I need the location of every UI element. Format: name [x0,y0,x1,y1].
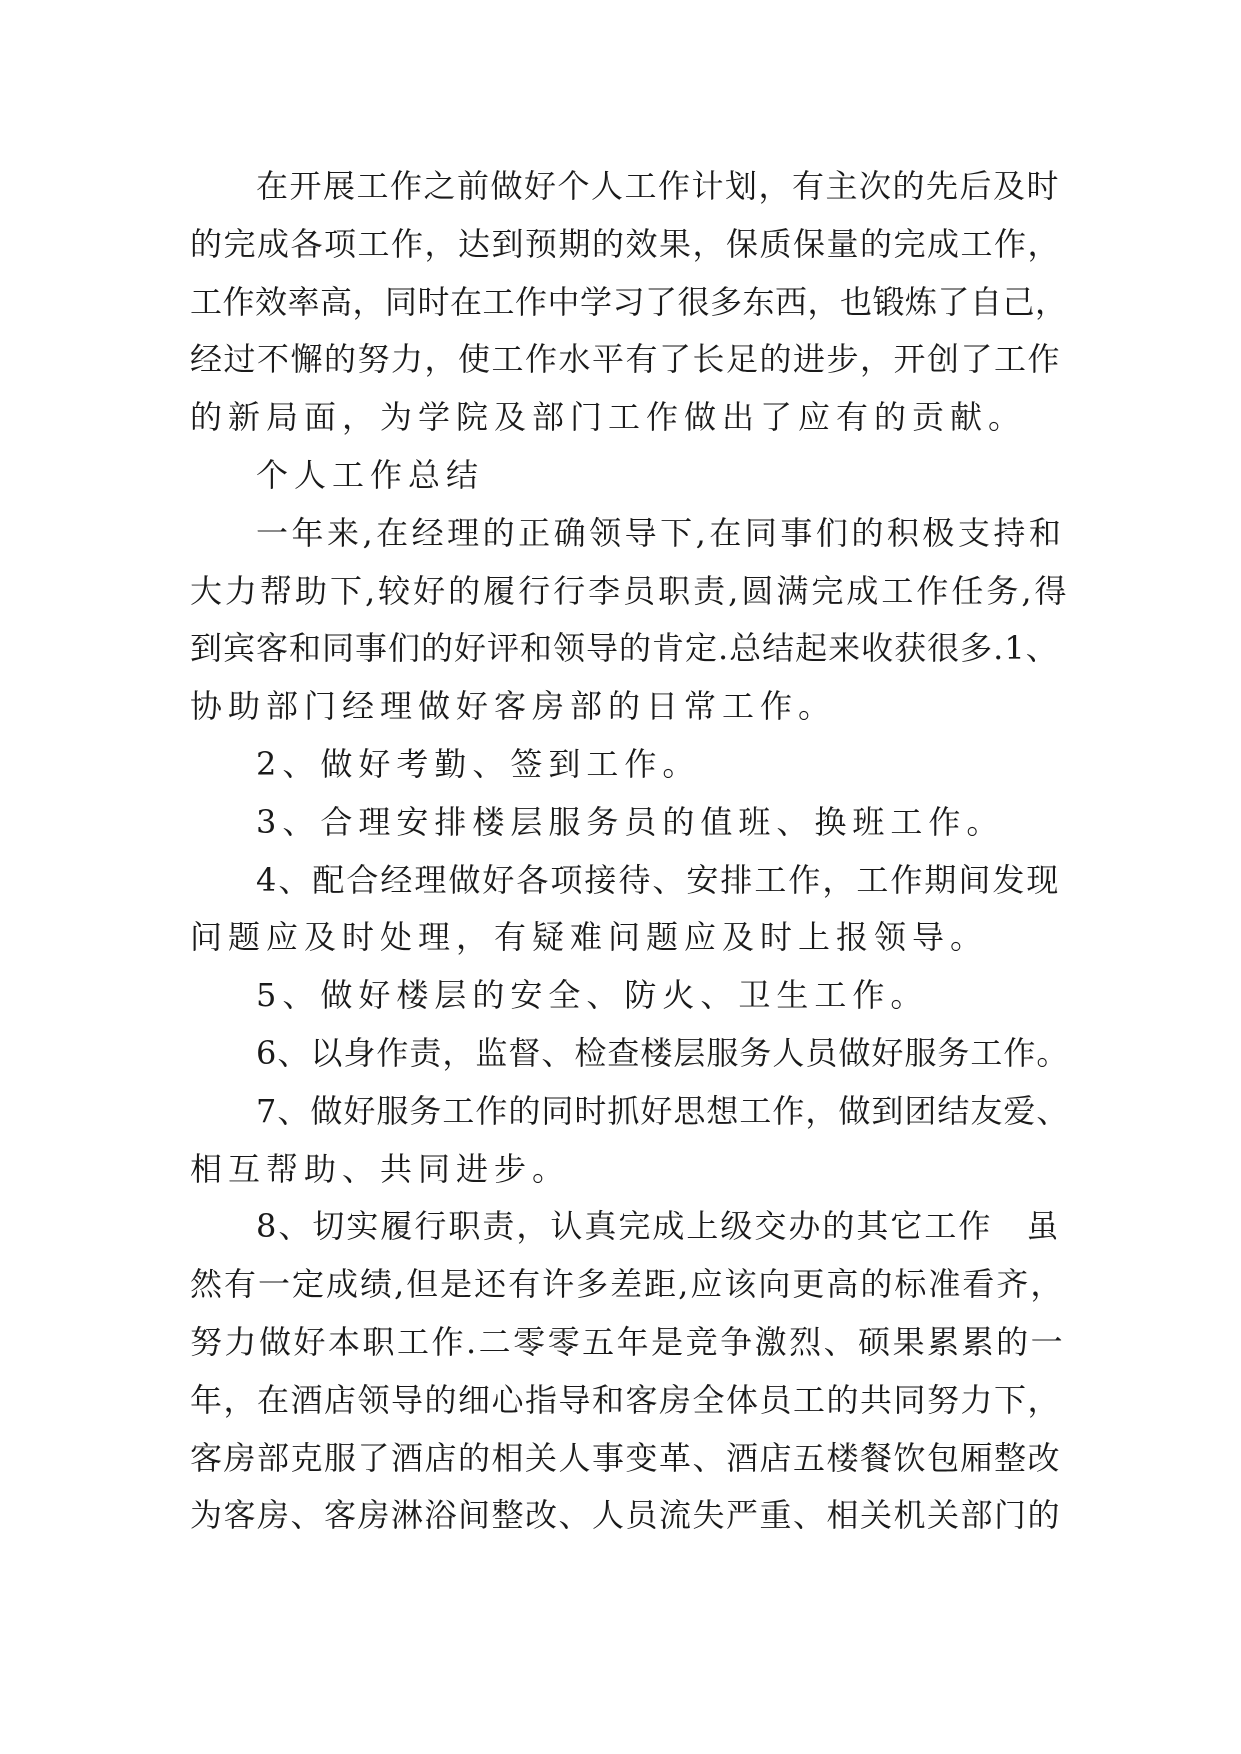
text-line: 的完成各项工作，达到预期的效果，保质保量的完成工作， [190,224,1062,263]
list-item: 4、配合经理做好各项接待、安排工作，工作期间发现 [256,860,1061,899]
text-line: 工作效率高，同时在工作中学习了很多东西，也锻炼了自己， [190,282,1068,321]
list-item: 3、合理安排楼层服务员的值班、换班工作。 [256,802,1005,841]
document-body [190,158,1070,1545]
list-item: 2、做好考勤、签到工作。 [256,744,701,783]
text-line: 一年来,在经理的正确领导下,在同事们的积极支持和 [256,513,1065,552]
text-line: 问题应及时处理，有疑难问题应及时上报领导。 [190,918,989,957]
text-line: 客房部克服了酒店的相关人事变革、酒店五楼餐饮包厢整改 [190,1438,1062,1477]
text-line: 相互帮助、共同进步。 [190,1149,571,1188]
text-line: 经过不懈的努力，使工作水平有了长足的进步，开创了工作 [190,340,1062,379]
text-line: 大力帮助下,较好的履行行李员职责,圆满完成工作任务,得 [190,571,1070,610]
list-item: 7、做好服务工作的同时抓好思想工作，做到团结友爱、 [256,1091,1070,1130]
text-line: 在开展工作之前做好个人工作计划，有主次的先后及时 [256,167,1061,205]
text-line: 年，在酒店领导的细心指导和客房全体员工的共同努力下， [190,1380,1062,1419]
section-heading: 个人工作总结 [256,455,485,494]
list-item: 5、做好楼层的安全、防火、卫生工作。 [256,976,929,1015]
list-item: 8、切实履行职责，认真完成上级交办的其它工作 虽 [256,1207,1061,1246]
text-line: 为客房、客房淋浴间整改、人员流失严重、相关机关部门的 [190,1496,1062,1535]
text-line: 到宾客和同事们的好评和领导的肯定.总结起来收获很多.1、 [190,629,1059,668]
text-line: 努力做好本职工作.二零零五年是竞争激烈、硕果累累的一 [190,1322,1066,1361]
text-line: 的新局面，为学院及部门工作做出了应有的贡献。 [190,398,1027,437]
list-item: 6、以身作责，监督、检查楼层服务人员做好服务工作。 [256,1033,1070,1072]
text-line: 然有一定成绩,但是还有许多差距,应该向更高的标准看齐， [190,1265,1065,1304]
text-line: 协助部门经理做好客房部的日常工作。 [190,687,837,726]
